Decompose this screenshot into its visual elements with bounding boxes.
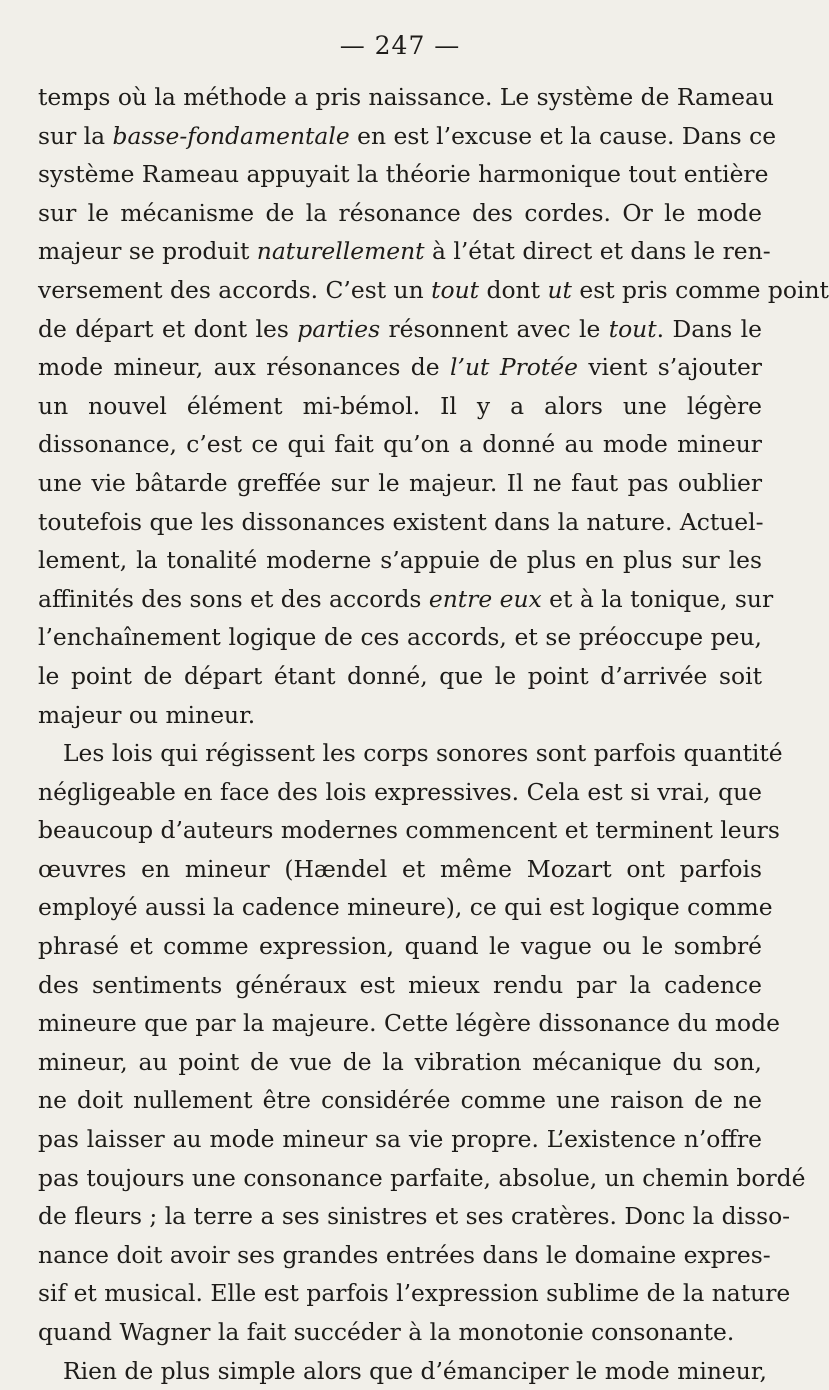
page-number-header: — 247 — <box>339 31 461 60</box>
text-line: mineur, au point de vue de la vibration mécanique du son, <box>38 1047 762 1076</box>
text-line: toutefois que les dissonances existent dans la nature. Actuel- <box>38 507 764 536</box>
italic-term: l’ut Protée <box>450 353 578 382</box>
text-line: affinités des sons et des accords entre eux et à la tonique, sur <box>38 584 774 613</box>
text-line: Les lois qui régissent les corps sonores sont parfois quantité <box>63 739 783 768</box>
text-line: de départ et dont les parties résonnent avec le tout. Dans le <box>38 314 762 343</box>
text-line: sur le mécanisme de la résonance des cordes. Or le mode <box>38 198 762 227</box>
italic-term: parties <box>297 314 381 343</box>
text-line: dissonance, c’est ce qui fait qu’on a donné au mode mineur <box>38 430 762 459</box>
text-line: une vie bâtarde greffée sur le majeur. Il ne faut pas oublier <box>38 468 762 497</box>
text-line: temps où la méthode a pris naissance. Le système de Rameau <box>38 83 774 111</box>
text-line: ne doit nullement être considérée comme une raison de ne <box>38 1086 762 1115</box>
italic-term: basse-fondamentale <box>112 121 350 150</box>
italic-term: tout <box>431 275 480 304</box>
italic-term: ut <box>547 275 572 304</box>
text-line: des sentiments généraux est mieux rendu par la cadence <box>38 970 762 999</box>
text-line: versement des accords. C’est un tout dont ut est pris comme point <box>38 275 829 304</box>
text-line: le point de départ étant donné, que le point d’arrivée soit <box>38 661 762 690</box>
text-line: œuvres en mineur (Hændel et même Mozart ont parfois <box>38 854 762 883</box>
text-line: un nouvel élément mi-bémol. Il y a alors une légère <box>38 391 762 420</box>
italic-term: naturellement <box>256 237 425 266</box>
text-line: beaucoup d’auteurs modernes commencent et terminent leurs <box>38 816 780 845</box>
italic-term: tout <box>608 314 657 343</box>
text-line: l’enchaînement logique de ces accords, et se préoccupe peu, <box>38 623 762 652</box>
text-line: négligeable en face des lois expressives. Cela est si vrai, que <box>38 777 762 806</box>
text-line: majeur ou mineur. <box>38 700 256 729</box>
text-line: lement, la tonalité moderne s’appuie de plus en plus sur les <box>38 546 762 575</box>
text-line: système Rameau appuyait la théorie harmonique tout entière <box>38 160 769 189</box>
text-line: nance doit avoir ses grandes entrées dans le domaine expres- <box>38 1240 771 1269</box>
italic-term: entre eux <box>428 584 542 613</box>
paragraph <box>38 734 806 1352</box>
text-line: mineure que par la majeure. Cette légère dissonance du mode <box>38 1009 780 1038</box>
text-line: Rien de plus simple alors que d’émanciper le mode mineur, <box>63 1356 767 1385</box>
text-line: de fleurs ; la terre a ses sinistres et ses cratères. Donc la disso- <box>38 1202 791 1231</box>
text-line: majeur se produit naturellement à l’état direct et dans le ren- <box>38 237 771 266</box>
text-line: employé aussi la cadence mineure), ce qui est logique comme <box>38 893 773 922</box>
text-line: quand Wagner la fait succéder à la monotonie consonante. <box>38 1318 735 1346</box>
text-line: phrasé et comme expression, quand le vague ou le sombré <box>38 932 762 961</box>
text-line: sif et musical. Elle est parfois l’expression sublime de la nature <box>38 1279 791 1308</box>
text-line: sur la basse-fondamentale en est l’excuse et la cause. Dans ce <box>38 121 777 150</box>
text-line: mode mineur, aux résonances de l’ut Protée vient s’ajouter <box>38 353 762 382</box>
paragraph <box>38 1352 767 1390</box>
text-line: pas toujours une consonance parfaite, absolue, un chemin bordé <box>38 1163 806 1192</box>
paragraph <box>38 78 829 734</box>
text-line: pas laisser au mode mineur sa vie propre. L’existence n’offre <box>38 1125 762 1154</box>
page-body-text <box>38 78 829 1390</box>
